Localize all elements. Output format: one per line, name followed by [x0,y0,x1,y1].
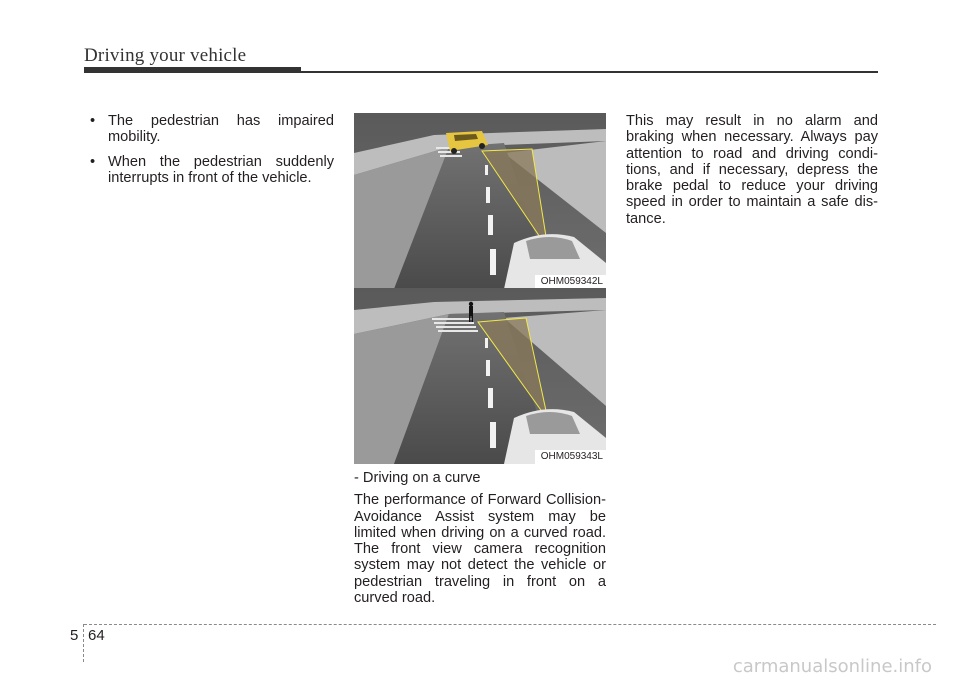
figure-curve-vehicle [354,113,606,289]
column-right [626,113,878,227]
watermark: carmanualsonline.info [732,656,932,677]
body-paragraph: The performance of Forward Collision-Avoidance Assist system may be limited when driving on a curved road. The front view camera recognition system may not detect the vehicle or pedestrian traveling in front on a curved road. [354,492,606,607]
bullet-item: • When the pedestrian suddenly interrupts in front of the vehicle. [84,154,334,187]
figure-code: OHM059342L [535,275,606,289]
curve-pedestrian-illustration [354,288,606,464]
page-number: 64 [88,627,105,644]
header-rule-thin [301,71,878,73]
chapter-number: 5 [70,627,79,644]
column-middle-text [354,470,606,612]
column-left [84,113,334,194]
figure-code: OHM059343L [535,450,606,464]
footer-vertical-rule [83,624,84,662]
footer-rule [84,624,936,625]
figure-curve-pedestrian [354,288,606,464]
bullet-list [84,113,334,186]
header-rule-thick [84,67,301,73]
page-header-title: Driving your vehicle [84,45,247,66]
subheading: - Driving on a curve [354,470,481,486]
body-paragraph: This may result in no alarm and braking when necessary. Always pay attention to road and driving condi-tions, and if necessary, depress the brake pedal to reduce your driving speed in order to maintain a safe dis-tance. [626,113,878,227]
bullet-item: • The pedestrian has impaired mobility. [84,113,334,146]
curve-vehicle-illustration [354,113,606,289]
